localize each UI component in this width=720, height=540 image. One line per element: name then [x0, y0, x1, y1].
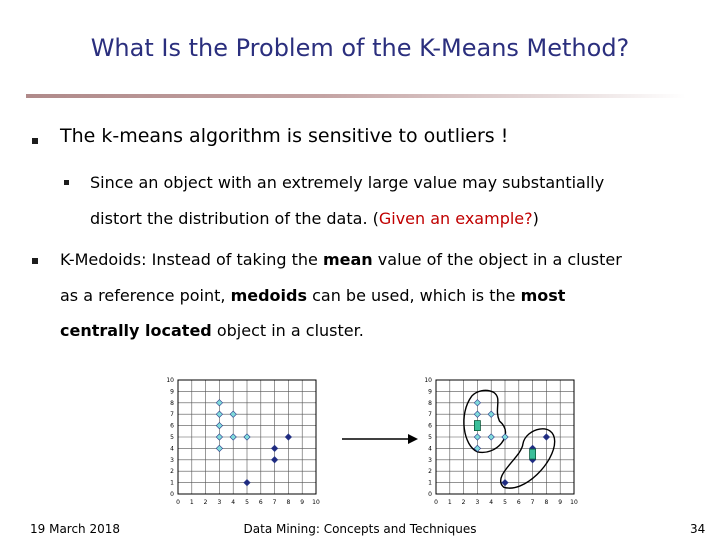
medoid-point — [474, 421, 480, 431]
data-point — [271, 457, 277, 463]
y-tick-label: 0 — [170, 491, 174, 498]
y-tick-label: 5 — [170, 434, 174, 441]
data-point — [502, 434, 508, 440]
y-tick-label: 1 — [170, 479, 174, 487]
y-tick-label: 8 — [170, 399, 174, 407]
bullet-kmedoids-line1: K-Medoids: Instead of taking the mean value of the object in a cluster — [60, 250, 622, 269]
x-tick-label: 4 — [489, 499, 494, 506]
y-tick-label: 6 — [428, 422, 432, 430]
y-tick-label: 3 — [428, 456, 432, 464]
title-rule — [26, 94, 686, 98]
kmeans-plot — [160, 372, 330, 512]
bullet-marker — [32, 138, 38, 144]
x-tick-label: 10 — [312, 499, 320, 506]
y-tick-label: 8 — [428, 399, 432, 407]
bullet-kmedoids-line2: as a reference point, medoids can be used, which is the most — [60, 286, 566, 305]
example-link-text: Given an example? — [378, 209, 533, 228]
y-tick-label: 4 — [428, 445, 432, 453]
y-tick-label: 4 — [170, 445, 174, 453]
sub-bullet-line1: Since an object with an extremely large value may substantially — [90, 173, 605, 192]
x-tick-label: 7 — [530, 499, 535, 506]
y-tick-label: 7 — [428, 411, 432, 419]
y-tick-label: 3 — [170, 456, 174, 464]
bullet-outliers: The k-means algorithm is sensitive to outliers ! — [60, 125, 509, 147]
y-tick-label: 2 — [170, 468, 174, 476]
data-point — [230, 434, 236, 440]
cluster-outline — [464, 390, 506, 452]
y-tick-label: 9 — [428, 388, 432, 396]
y-tick-label: 9 — [170, 388, 174, 396]
data-point — [543, 434, 549, 440]
y-tick-label: 0 — [428, 491, 432, 498]
x-tick-label: 8 — [544, 499, 549, 506]
footer-course: Data Mining: Concepts and Techniques — [243, 522, 477, 536]
x-tick-label: 6 — [516, 499, 521, 506]
x-tick-label: 5 — [503, 499, 507, 506]
data-point — [216, 400, 222, 406]
data-point — [244, 479, 250, 485]
x-tick-label: 1 — [189, 499, 194, 506]
data-point — [474, 411, 480, 417]
sub-bullet-marker — [64, 180, 69, 185]
page-number: 34 — [690, 522, 706, 536]
data-point — [474, 400, 480, 406]
x-tick-label: 0 — [176, 499, 180, 506]
x-tick-label: 4 — [231, 499, 236, 506]
y-tick-label: 10 — [166, 377, 174, 384]
x-tick-label: 2 — [461, 499, 466, 506]
x-tick-label: 6 — [258, 499, 263, 506]
data-point — [230, 411, 236, 417]
x-tick-label: 9 — [300, 499, 305, 506]
x-tick-label: 7 — [272, 499, 277, 506]
arrow-icon — [340, 432, 420, 446]
data-point — [488, 434, 494, 440]
x-tick-label: 3 — [475, 499, 480, 506]
data-point — [244, 434, 250, 440]
data-point — [488, 411, 494, 417]
data-point — [216, 434, 222, 440]
x-tick-label: 0 — [434, 499, 438, 506]
x-tick-label: 8 — [286, 499, 291, 506]
footer-date: 19 March 2018 — [30, 522, 121, 536]
x-tick-label: 3 — [217, 499, 222, 506]
slide-title: What Is the Problem of the K-Means Method? — [90, 34, 630, 62]
bullet-marker — [32, 258, 38, 264]
sub-bullet-line2: distort the distribution of the data. (Given an example?) — [90, 209, 539, 228]
data-point — [285, 434, 291, 440]
data-point — [216, 411, 222, 417]
data-point — [502, 479, 508, 485]
x-tick-label: 2 — [203, 499, 208, 506]
bullet-kmedoids-line3: centrally located object in a cluster. — [60, 321, 364, 340]
y-tick-label: 5 — [428, 434, 432, 441]
x-tick-label: 1 — [447, 499, 452, 506]
kmedoids-plot — [418, 372, 588, 512]
y-tick-label: 7 — [170, 411, 174, 419]
medoid-point — [530, 449, 536, 459]
x-tick-label: 9 — [558, 499, 563, 506]
y-tick-label: 6 — [170, 422, 174, 430]
y-tick-label: 10 — [424, 377, 432, 384]
data-point — [216, 422, 222, 428]
x-tick-label: 5 — [245, 499, 249, 506]
data-point — [474, 434, 480, 440]
y-tick-label: 2 — [428, 468, 432, 476]
y-tick-label: 1 — [428, 479, 432, 487]
data-point — [271, 445, 277, 451]
data-point — [216, 445, 222, 451]
x-tick-label: 10 — [570, 499, 578, 506]
